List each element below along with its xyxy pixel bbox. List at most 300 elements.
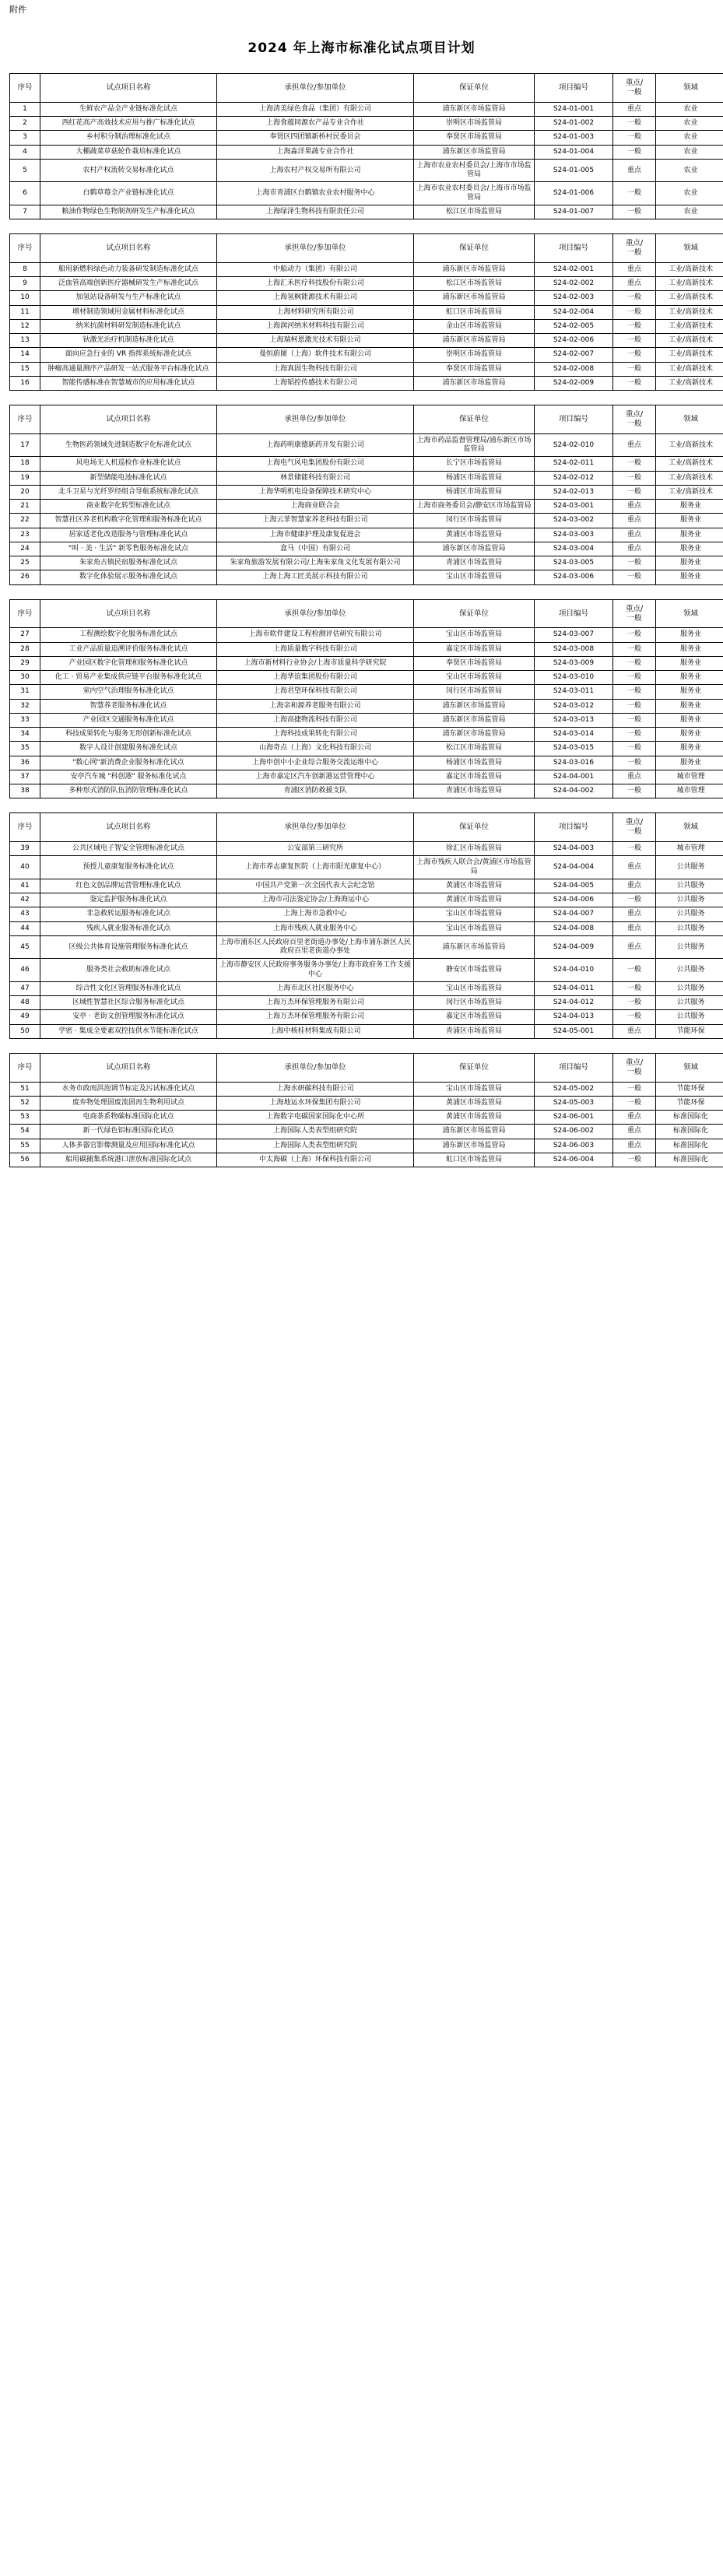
cell-priority: 重点	[613, 1125, 656, 1139]
cell-field: 工业/高新技术	[656, 262, 723, 276]
cell-project-name: 学密 · 集成全要素双控技供水节能标准化试点	[40, 1024, 217, 1038]
cell-project-code: S24-04-009	[535, 935, 613, 959]
table-row	[10, 542, 723, 556]
cell-field: 工业/高新技术	[656, 319, 723, 333]
cell-no: 42	[10, 893, 40, 907]
cell-no: 7	[10, 205, 40, 219]
cell-undertaking-unit: 上海润河纳米材料科技有限公司	[217, 319, 414, 333]
column-header-6: 领域	[656, 599, 723, 628]
cell-no: 41	[10, 879, 40, 893]
cell-priority: 一般	[613, 485, 656, 499]
table-row	[10, 685, 723, 699]
cell-field: 城市管理	[656, 770, 723, 784]
cell-field: 农业	[656, 131, 723, 145]
cell-priority: 一般	[613, 742, 656, 756]
cell-field: 服务业	[656, 542, 723, 556]
cell-field: 工业/高新技术	[656, 334, 723, 348]
cell-undertaking-unit: 上海君望环保科技有限公司	[217, 685, 414, 699]
table-row	[10, 699, 723, 713]
cell-undertaking-unit: 上海华明机电设备保障技术研究中心	[217, 485, 414, 499]
cell-field: 节能环保	[656, 1024, 723, 1038]
cell-project-name: 残疾人就业服务标准化试点	[40, 921, 217, 935]
table-block	[0, 1053, 723, 1167]
cell-project-name: 纳米抗菌材料研发制造标准化试点	[40, 319, 217, 333]
cell-project-code: S24-03-002	[535, 514, 613, 528]
column-header-6: 领域	[656, 234, 723, 263]
cell-no: 5	[10, 159, 40, 182]
cell-undertaking-unit: 上海商业联合会	[217, 500, 414, 514]
cell-no: 46	[10, 959, 40, 982]
cell-undertaking-unit: 上海药明康德新药开发有限公司	[217, 433, 414, 457]
table-row	[10, 348, 723, 362]
cell-project-name: 工业产品质量追溯评价服务标准化试点	[40, 642, 217, 656]
cell-field: 公共服务	[656, 879, 723, 893]
cell-field: 服务业	[656, 642, 723, 656]
cell-undertaking-unit: 上海市软件建设工程检测评估研究有限公司	[217, 628, 414, 642]
cell-project-code: S24-03-001	[535, 500, 613, 514]
cell-guarantee-unit: 浦东新区市场监管局	[414, 699, 535, 713]
cell-undertaking-unit: 上海华谊集团股份有限公司	[217, 671, 414, 685]
cell-project-name: 红色文创品牌运营管理标准化试点	[40, 879, 217, 893]
cell-undertaking-unit: 上海淼洋果蔬专业合作社	[217, 145, 414, 159]
table-block	[0, 812, 723, 1039]
table-row	[10, 842, 723, 856]
column-header-priority-line1: 重点/	[625, 239, 644, 248]
cell-project-name: 居家适老化改造服务与管理标准化试点	[40, 528, 217, 542]
cell-no: 53	[10, 1111, 40, 1125]
cell-project-name: 废弃物处理固废流固再生物利用试点	[40, 1096, 217, 1110]
cell-no: 40	[10, 856, 40, 879]
cell-project-name: 面向应急行业的 VR 指挥系统标准化试点	[40, 348, 217, 362]
column-header-4: 项目编号	[535, 74, 613, 103]
table-row	[10, 628, 723, 642]
table-row	[10, 996, 723, 1010]
cell-project-name: 区域性智慧社区综合服务标准化试点	[40, 996, 217, 1010]
cell-guarantee-unit: 宝山区市场监管局	[414, 628, 535, 642]
column-header-3: 保证单位	[414, 813, 535, 842]
table-row	[10, 1153, 723, 1167]
cell-priority: 一般	[613, 699, 656, 713]
cell-project-code: S24-03-009	[535, 656, 613, 670]
cell-guarantee-unit: 宝山区市场监管局	[414, 570, 535, 584]
column-header-6: 领域	[656, 74, 723, 103]
cell-field: 农业	[656, 159, 723, 182]
table-row	[10, 102, 723, 116]
table-row	[10, 182, 723, 205]
cell-project-code: S24-01-007	[535, 205, 613, 219]
table-row	[10, 1010, 723, 1024]
cell-field: 城市管理	[656, 842, 723, 856]
cell-undertaking-unit: 上海市浦东区人民政府百里老街道办事处/上海市浦东新区人民政府百里老街道办事处	[217, 935, 414, 959]
cell-guarantee-unit: 浦东新区市场监管局	[414, 102, 535, 116]
cell-no: 22	[10, 514, 40, 528]
cell-guarantee-unit: 虹口区市场监管局	[414, 1153, 535, 1167]
cell-guarantee-unit: 奉贤区市场监管局	[414, 131, 535, 145]
cell-priority: 一般	[613, 376, 656, 390]
table-row	[10, 319, 723, 333]
cell-project-name: 新型储能电池标准化试点	[40, 471, 217, 485]
cell-project-name: 预授儿童康复服务标准化试点	[40, 856, 217, 879]
column-header-2: 承担单位/参加单位	[217, 1053, 414, 1082]
table-header-row	[10, 74, 723, 103]
table-row	[10, 728, 723, 742]
table-row	[10, 770, 723, 784]
cell-project-code: S24-04-006	[535, 893, 613, 907]
cell-guarantee-unit: 宝山区市场监管局	[414, 907, 535, 921]
table-row	[10, 656, 723, 670]
cell-guarantee-unit: 崇明区市场监管局	[414, 117, 535, 131]
cell-project-code: S24-04-005	[535, 879, 613, 893]
table-header-row	[10, 1053, 723, 1082]
cell-undertaking-unit: 上海市青浦区白鹤镇农业农村服务中心	[217, 182, 414, 205]
table-row	[10, 893, 723, 907]
cell-project-code: S24-06-003	[535, 1139, 613, 1153]
cell-guarantee-unit: 浦东新区市场监管局	[414, 713, 535, 727]
cell-undertaking-unit: 奉贤区四团镇新桥村民委员会	[217, 131, 414, 145]
cell-field: 工业/高新技术	[656, 485, 723, 499]
cell-field: 标准国际化	[656, 1153, 723, 1167]
column-header-0: 序号	[10, 813, 40, 842]
table-row	[10, 742, 723, 756]
cell-guarantee-unit: 上海市农业农村委员会/上海市市场监管局	[414, 159, 535, 182]
cell-project-name: 室内空气治理服务标准化试点	[40, 685, 217, 699]
column-header-priority-line1: 重点/	[625, 79, 644, 88]
column-header-0: 序号	[10, 599, 40, 628]
cell-undertaking-unit: 上海地运水环保集团有限公司	[217, 1096, 414, 1110]
cell-undertaking-unit: 上海申创中小企业综合服务交流运维中心	[217, 756, 414, 770]
table-row	[10, 159, 723, 182]
cell-project-code: S24-02-011	[535, 457, 613, 471]
column-header-1: 试点项目名称	[40, 234, 217, 263]
cell-project-code: S24-02-012	[535, 471, 613, 485]
cell-priority: 重点	[613, 921, 656, 935]
table-row	[10, 556, 723, 570]
cell-field: 农业	[656, 182, 723, 205]
column-header-0: 序号	[10, 405, 40, 434]
cell-project-code: S24-03-011	[535, 685, 613, 699]
cell-no: 24	[10, 542, 40, 556]
cell-project-name: 安亭汽车城 "科创港" 服务标准化试点	[40, 770, 217, 784]
cell-guarantee-unit: 浦东新区市场监管局	[414, 291, 535, 305]
cell-undertaking-unit: 曼恒蔚图（上海）软件技术有限公司	[217, 348, 414, 362]
table-row	[10, 784, 723, 798]
cell-guarantee-unit: 青浦区市场监管局	[414, 556, 535, 570]
table-row	[10, 1125, 723, 1139]
cell-priority: 重点	[613, 935, 656, 959]
column-header-2: 承担单位/参加单位	[217, 405, 414, 434]
cell-undertaking-unit: 中船动力（集团）有限公司	[217, 262, 414, 276]
column-header-priority-line1: 重点/	[625, 604, 644, 613]
cell-field: 服务业	[656, 699, 723, 713]
cell-priority: 一般	[613, 996, 656, 1010]
cell-guarantee-unit: 上海市商务委员会/静安区市场监管局	[414, 500, 535, 514]
cell-priority: 一般	[613, 756, 656, 770]
cell-project-name: 科技成果转化与服务无形创新标准化试点	[40, 728, 217, 742]
table-row	[10, 713, 723, 727]
table-block	[0, 599, 723, 799]
cell-project-name: 服务类社会救助标准化试点	[40, 959, 217, 982]
cell-undertaking-unit: 上海高捷物流科技有限公司	[217, 713, 414, 727]
cell-no: 48	[10, 996, 40, 1010]
column-header-priority-line2: 一般	[626, 827, 642, 837]
cell-no: 8	[10, 262, 40, 276]
cell-guarantee-unit: 奉贤区市场监管局	[414, 362, 535, 376]
cell-guarantee-unit: 青浦区市场监管局	[414, 1024, 535, 1038]
cell-field: 工业/高新技术	[656, 376, 723, 390]
cell-project-name: 数字人设计创建服务标准化试点	[40, 742, 217, 756]
cell-priority: 一般	[613, 319, 656, 333]
cell-project-name: 西红花高产高效技术应用与推广标准化试点	[40, 117, 217, 131]
cell-priority: 重点	[613, 907, 656, 921]
cell-project-code: S24-01-005	[535, 159, 613, 182]
cell-priority: 一般	[613, 182, 656, 205]
cell-guarantee-unit: 青浦区市场监管局	[414, 784, 535, 798]
cell-undertaking-unit: 上海材料研究所有限公司	[217, 305, 414, 319]
cell-no: 39	[10, 842, 40, 856]
cell-field: 服务业	[656, 742, 723, 756]
table-row	[10, 935, 723, 959]
cell-no: 36	[10, 756, 40, 770]
cell-project-name: 生鲜农产品全产业链标准化试点	[40, 102, 217, 116]
cell-undertaking-unit: 公安部第三研究所	[217, 842, 414, 856]
cell-guarantee-unit: 静安区市场监管局	[414, 959, 535, 982]
cell-field: 服务业	[656, 570, 723, 584]
cell-no: 45	[10, 935, 40, 959]
table-row	[10, 205, 723, 219]
cell-no: 2	[10, 117, 40, 131]
cell-no: 50	[10, 1024, 40, 1038]
cell-field: 公共服务	[656, 959, 723, 982]
cell-no: 28	[10, 642, 40, 656]
cell-priority: 一般	[613, 131, 656, 145]
cell-project-code: S24-02-013	[535, 485, 613, 499]
table-header-row	[10, 813, 723, 842]
plan-table	[9, 405, 723, 585]
cell-project-name: 大棚蔬菜草菇轮作栽培标准化试点	[40, 145, 217, 159]
cell-guarantee-unit: 宝山区市场监管局	[414, 921, 535, 935]
table-row	[10, 570, 723, 584]
cell-guarantee-unit: 宝山区市场监管局	[414, 1082, 535, 1096]
cell-guarantee-unit: 浦东新区市场监管局	[414, 376, 535, 390]
cell-guarantee-unit: 长宁区市场监管局	[414, 457, 535, 471]
cell-field: 公共服务	[656, 921, 723, 935]
cell-project-name: 增材制造领域用金属材料标准化试点	[40, 305, 217, 319]
cell-no: 43	[10, 907, 40, 921]
cell-guarantee-unit: 嘉定区市场监管局	[414, 770, 535, 784]
column-header-1: 试点项目名称	[40, 74, 217, 103]
column-header-3: 保证单位	[414, 234, 535, 263]
cell-project-name: 风电场无人机巡检作业标准化试点	[40, 457, 217, 471]
table-block	[0, 73, 723, 219]
cell-guarantee-unit: 闵行区市场监管局	[414, 996, 535, 1010]
table-row	[10, 671, 723, 685]
table-row	[10, 1111, 723, 1125]
cell-priority: 重点	[613, 1139, 656, 1153]
cell-field: 服务业	[656, 500, 723, 514]
column-header-5	[613, 74, 656, 103]
cell-undertaking-unit: 上海市静安区人民政府事务服务办事处/上海市政府务工作支援中心	[217, 959, 414, 982]
cell-guarantee-unit: 浦东新区市场监管局	[414, 145, 535, 159]
cell-field: 公共服务	[656, 893, 723, 907]
cell-project-code: S24-01-001	[535, 102, 613, 116]
cell-no: 26	[10, 570, 40, 584]
table-row	[10, 528, 723, 542]
cell-project-name: 船用新燃料绿色动力装备研发制造标准化试点	[40, 262, 217, 276]
cell-undertaking-unit: 上海万杰环保管理服务有限公司	[217, 1010, 414, 1024]
cell-priority: 一般	[613, 205, 656, 219]
cell-project-code: S24-04-010	[535, 959, 613, 982]
cell-no: 55	[10, 1139, 40, 1153]
cell-no: 1	[10, 102, 40, 116]
cell-guarantee-unit: 黄浦区市场监管局	[414, 528, 535, 542]
cell-project-code: S24-04-012	[535, 996, 613, 1010]
cell-no: 30	[10, 671, 40, 685]
cell-undertaking-unit: 上海中核桂材料集成有限公司	[217, 1024, 414, 1038]
cell-priority: 一般	[613, 117, 656, 131]
cell-project-code: S24-02-005	[535, 319, 613, 333]
cell-no: 9	[10, 277, 40, 291]
cell-no: 52	[10, 1096, 40, 1110]
table-header-row	[10, 599, 723, 628]
cell-priority: 一般	[613, 713, 656, 727]
cell-project-name: 商业数字化转型标准化试点	[40, 500, 217, 514]
cell-priority: 重点	[613, 102, 656, 116]
cell-field: 服务业	[656, 685, 723, 699]
column-header-3: 保证单位	[414, 405, 535, 434]
column-header-5	[613, 813, 656, 842]
table-block	[0, 233, 723, 391]
cell-guarantee-unit: 金山区市场监管局	[414, 319, 535, 333]
cell-no: 17	[10, 433, 40, 457]
column-header-2: 承担单位/参加单位	[217, 234, 414, 263]
cell-undertaking-unit: 山海奇点（上海）文化科技有限公司	[217, 742, 414, 756]
column-header-3: 保证单位	[414, 599, 535, 628]
column-header-4: 项目编号	[535, 1053, 613, 1082]
cell-project-name: 智慧社区养老机构数字化管理和服务标准化试点	[40, 514, 217, 528]
cell-priority: 一般	[613, 291, 656, 305]
table-row	[10, 145, 723, 159]
cell-priority: 重点	[613, 262, 656, 276]
cell-no: 12	[10, 319, 40, 333]
cell-project-name: 智能传感标准在智慧城市的应用标准化试点	[40, 376, 217, 390]
cell-field: 农业	[656, 102, 723, 116]
column-header-priority-line1: 重点/	[625, 1058, 644, 1067]
cell-priority: 重点	[613, 277, 656, 291]
column-header-priority-line2: 一般	[626, 88, 642, 97]
cell-undertaking-unit: 上海汇禾医疗科技股份有限公司	[217, 277, 414, 291]
cell-undertaking-unit: 林景储能科技有限公司	[217, 471, 414, 485]
cell-field: 工业/高新技术	[656, 457, 723, 471]
column-header-2: 承担单位/参加单位	[217, 74, 414, 103]
cell-field: 工业/高新技术	[656, 277, 723, 291]
cell-undertaking-unit: 上海国际人类表型组研究院	[217, 1139, 414, 1153]
cell-project-name: 区级公共体育设施管理服务标准化试点	[40, 935, 217, 959]
cell-no: 18	[10, 457, 40, 471]
table-row	[10, 1139, 723, 1153]
cell-project-name: 智慧养老服务标准化试点	[40, 699, 217, 713]
cell-guarantee-unit: 宝山区市场监管局	[414, 981, 535, 995]
table-row	[10, 921, 723, 935]
column-header-priority-line1: 重点/	[625, 410, 644, 419]
cell-project-name: 鉴定监护服务标准化试点	[40, 893, 217, 907]
cell-project-code: S24-06-001	[535, 1111, 613, 1125]
cell-no: 19	[10, 471, 40, 485]
cell-guarantee-unit: 闵行区市场监管局	[414, 514, 535, 528]
cell-undertaking-unit: 青浦区消防救援支队	[217, 784, 414, 798]
cell-priority: 一般	[613, 305, 656, 319]
column-header-0: 序号	[10, 1053, 40, 1082]
cell-field: 公共服务	[656, 996, 723, 1010]
table-row	[10, 291, 723, 305]
cell-no: 35	[10, 742, 40, 756]
cell-field: 服务业	[656, 671, 723, 685]
attachment-label: 附件	[9, 5, 26, 15]
cell-no: 51	[10, 1082, 40, 1096]
cell-project-name: 农村产权流转交易标准化试点	[40, 159, 217, 182]
cell-project-name: 多种形式消防队伍消防管理标准化试点	[40, 784, 217, 798]
cell-guarantee-unit: 黄浦区市场监管局	[414, 879, 535, 893]
column-header-4: 项目编号	[535, 813, 613, 842]
cell-guarantee-unit: 杨浦区市场监管局	[414, 471, 535, 485]
cell-field: 城市管理	[656, 784, 723, 798]
cell-project-code: S24-03-012	[535, 699, 613, 713]
cell-field: 服务业	[656, 556, 723, 570]
cell-project-code: S24-02-007	[535, 348, 613, 362]
cell-project-name: 水务市政雨洪泡调节标定及污试标准化试点	[40, 1082, 217, 1096]
cell-field: 工业/高新技术	[656, 433, 723, 457]
cell-project-code: S24-03-013	[535, 713, 613, 727]
cell-project-name: 船用碳捕集系统港口泄放标准国际化试点	[40, 1153, 217, 1167]
cell-project-code: S24-04-003	[535, 842, 613, 856]
cell-priority: 一般	[613, 471, 656, 485]
cell-guarantee-unit: 黄浦区市场监管局	[414, 893, 535, 907]
cell-project-name: 综合性文化区管理服务标准化试点	[40, 981, 217, 995]
cell-field: 公共服务	[656, 1010, 723, 1024]
table-row	[10, 1096, 723, 1110]
column-header-priority-line2: 一般	[626, 1067, 642, 1076]
cell-guarantee-unit: 虹口区市场监管局	[414, 305, 535, 319]
cell-project-code: S24-06-002	[535, 1125, 613, 1139]
cell-field: 标准国际化	[656, 1111, 723, 1125]
cell-undertaking-unit: 上海农村产权交易所有限公司	[217, 159, 414, 182]
cell-project-name: 粮油作物绿色生物制剂研发生产标准化试点	[40, 205, 217, 219]
cell-priority: 重点	[613, 514, 656, 528]
cell-guarantee-unit: 杨浦区市场监管局	[414, 485, 535, 499]
cell-no: 15	[10, 362, 40, 376]
column-header-4: 项目编号	[535, 599, 613, 628]
cell-project-code: S24-04-004	[535, 856, 613, 879]
cell-undertaking-unit: 上海韬控传感技术有限公司	[217, 376, 414, 390]
cell-no: 56	[10, 1153, 40, 1167]
table-row	[10, 907, 723, 921]
cell-no: 25	[10, 556, 40, 570]
cell-project-code: S24-01-004	[535, 145, 613, 159]
plan-table	[9, 599, 723, 799]
cell-guarantee-unit: 浦东新区市场监管局	[414, 542, 535, 556]
cell-project-code: S24-04-008	[535, 921, 613, 935]
cell-field: 服务业	[656, 728, 723, 742]
cell-guarantee-unit: 嘉定区市场监管局	[414, 1010, 535, 1024]
table-row	[10, 131, 723, 145]
cell-project-name: 加氢站设备研发与生产标准化试点	[40, 291, 217, 305]
cell-project-code: S24-03-008	[535, 642, 613, 656]
cell-project-name: 人体多器官影像测量及应用国际标准化试点	[40, 1139, 217, 1153]
cell-no: 11	[10, 305, 40, 319]
tables-container	[0, 73, 723, 1167]
cell-project-name: 白鹤草莓全产业链标准化试点	[40, 182, 217, 205]
column-header-priority-line2: 一般	[626, 419, 642, 429]
cell-undertaking-unit: 上海氢枫能源技术有限公司	[217, 291, 414, 305]
